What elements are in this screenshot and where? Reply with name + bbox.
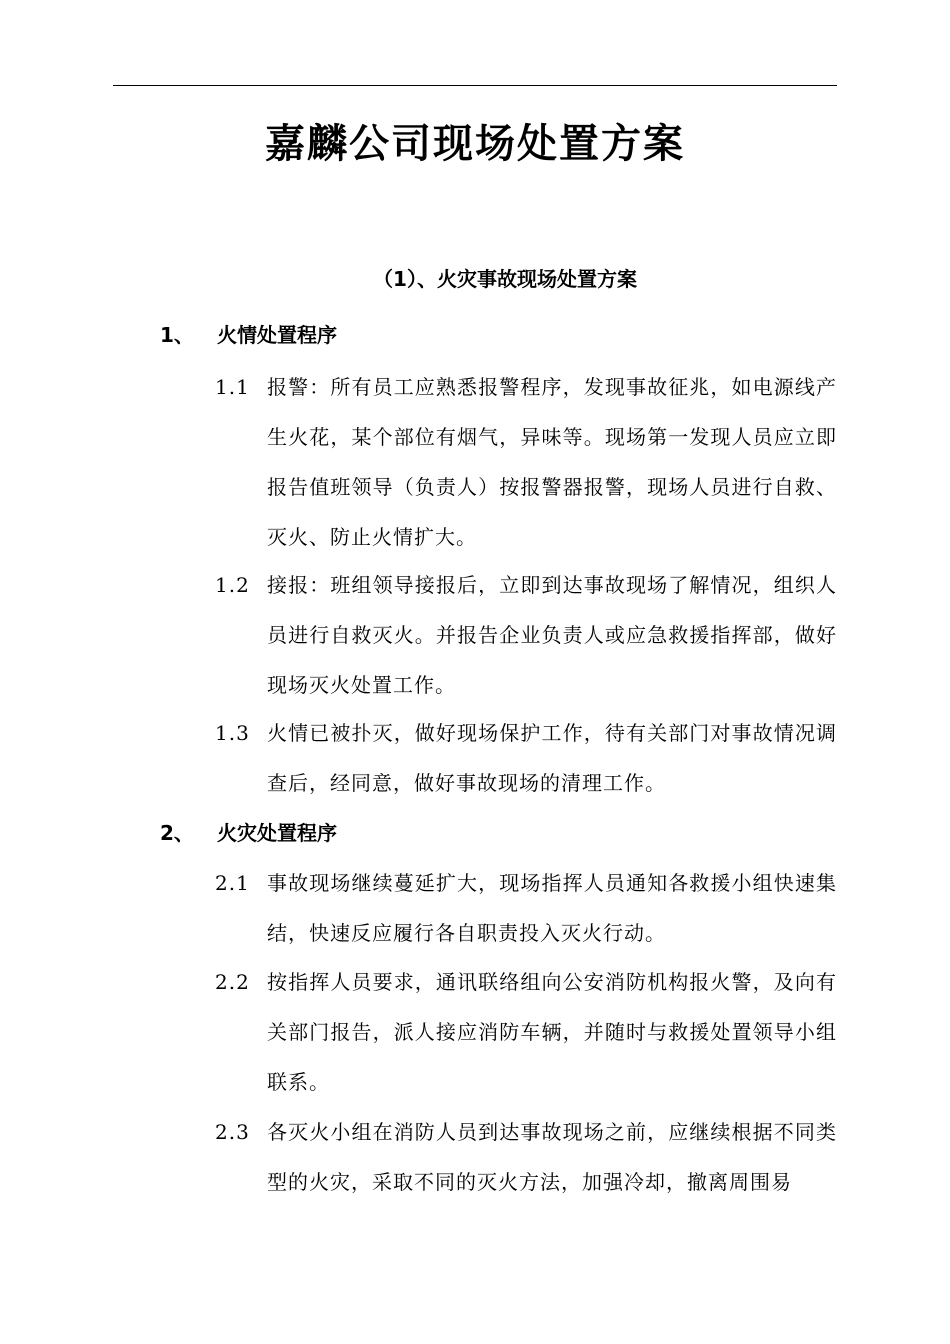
paragraph-1-2 — [215, 560, 837, 710]
paragraph-number: 1.3 — [215, 721, 250, 745]
heading-number: 2、 — [160, 821, 194, 845]
paragraph-2-1 — [215, 858, 837, 958]
paragraph-text: 按指挥人员要求，通讯联络组向公安消防机构报火警，及向有关部门报告，派人接应消防车辆，并随时与救援处置领导小组联系。 — [267, 970, 837, 1094]
paragraph-text: 接报：班组领导接报后，立即到达事故现场了解情况，组织人员进行自救灭火。并报告企业负责人或应急救援指挥部，做好现场灭火处置工作。 — [267, 573, 837, 697]
heading-number: 1、 — [160, 323, 194, 347]
paragraph-number: 1.1 — [215, 375, 250, 399]
heading-text: 火情处置程序 — [217, 323, 337, 347]
document-title: 嘉麟公司现场处置方案 — [265, 121, 685, 167]
paragraph-text: 事故现场继续蔓延扩大，现场指挥人员通知各救援小组快速集结，快速反应履行各自职责投入灭火行动。 — [267, 871, 837, 945]
heading-1 — [160, 320, 337, 350]
paragraph-1-1 — [215, 362, 837, 562]
heading-2 — [160, 818, 337, 848]
paragraph-text: 各灭火小组在消防人员到达事故现场之前，应继续根据不同类型的火灾，采取不同的灭火方法，加强冷却，撤离周围易 — [267, 1120, 837, 1194]
heading-text: 火灾处置程序 — [217, 821, 337, 845]
paragraph-number: 2.2 — [215, 970, 250, 994]
paragraph-text: 火情已被扑灭，做好现场保护工作，待有关部门对事故情况调查后，经同意，做好事故现场的清理工作。 — [267, 721, 837, 795]
paragraph-text: 报警：所有员工应熟悉报警程序，发现事故征兆，如电源线产生火花，某个部位有烟气，异味等。现场第一发现人员应立即报告值班领导（负责人）按报警器报警，现场人员进行自救、灭火、防止火情扩大。 — [267, 375, 837, 549]
paragraph-number: 2.3 — [215, 1120, 250, 1144]
paragraph-2-2 — [215, 957, 837, 1107]
paragraph-1-3 — [215, 708, 837, 808]
section-heading: （1）、火灾事故现场处置方案 — [373, 267, 637, 291]
header-rule — [113, 85, 837, 86]
paragraph-number: 1.2 — [215, 573, 250, 597]
paragraph-2-3 — [215, 1107, 837, 1207]
paragraph-number: 2.1 — [215, 871, 250, 895]
